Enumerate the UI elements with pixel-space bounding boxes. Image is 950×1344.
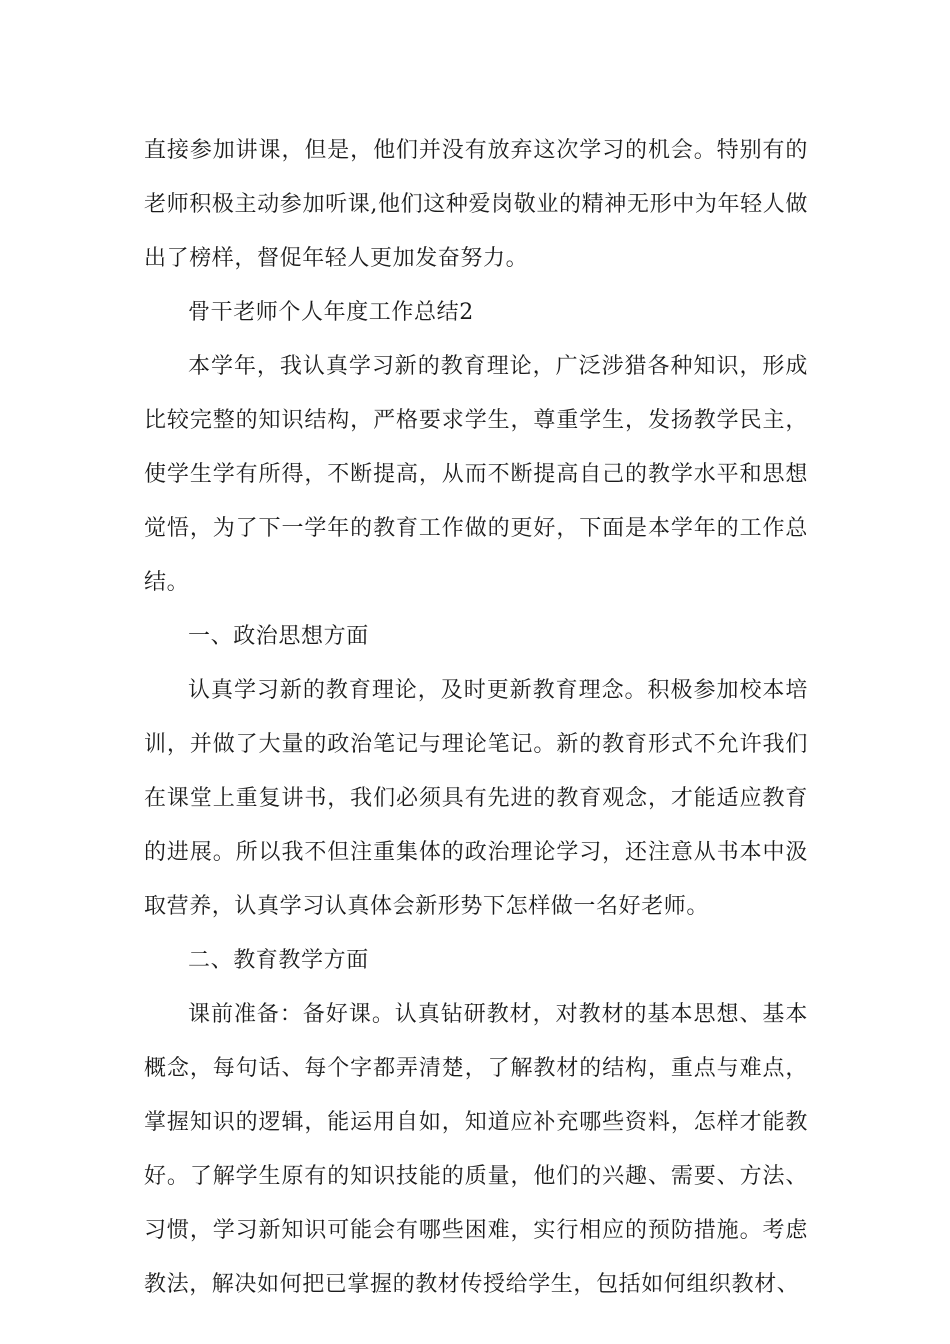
paragraph-political-thought: 认真学习新的教育理论，及时更新教育理念。积极参加校本培训，并做了大量的政治笔记与理论笔记。新的教育形式不允许我们在课堂上重复讲书，我们必须具有先进的教育观念，才能适应教育的进展。所以我不但注重集体的政治理论学习，还注意从书本中汲取营养，认真学习认真体会新形势下怎样做一名好老师。 [144, 678, 808, 919]
intro-paragraph: 直接参加讲课，但是，他们并没有放弃这次学习的机会。特别有的老师积极主动参加听课,他们这种爱岗敬业的精神无形中为年轻人做出了榜样，督促年轻人更加发奋努力。 [144, 138, 808, 271]
paragraph-education-teaching: 课前准备：备好课。认真钻研教材，对教材的基本思想、基本概念，每句话、每个字都弄清楚，了解教材的结构，重点与难点，掌握知识的逻辑，能运用自如，知道应补充哪些资料，怎样才能教好。了解学生原有的知识技能的质量，他们的兴趣、需要、方法、习惯，学习新知识可能会有哪些困难，实行相应的预防措施。考虑教法，解决如何把已掌握的教材传授给学生，包括如何组织教材、 [144, 1002, 808, 1297]
opening-paragraph: 本学年，我认真学习新的教育理论，广泛涉猎各种知识，形成比较完整的知识结构，严格要求学生，尊重学生，发扬教学民主，使学生学有所得，不断提高，从而不断提高自己的教学水平和思想觉悟，为了下一学年的教育工作做的更好，下面是本学年的工作总结。 [144, 354, 808, 595]
heading-political-thought: 一、政治思想方面 [188, 624, 369, 649]
heading-education-teaching: 二、教育教学方面 [188, 948, 369, 973]
section-title: 骨干老师个人年度工作总结2 [188, 300, 474, 325]
